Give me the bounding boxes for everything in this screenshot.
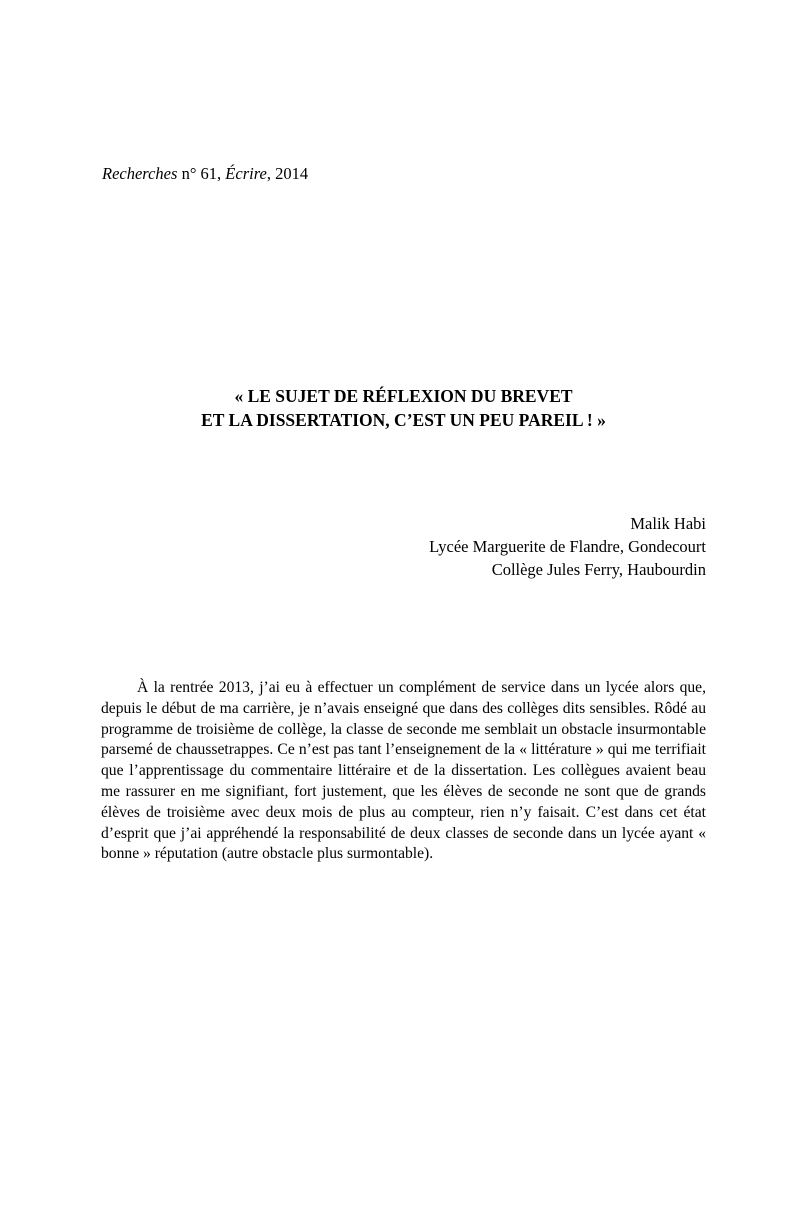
author-name: Malik Habi xyxy=(630,514,706,533)
running-header xyxy=(102,164,308,184)
title-line-2: ET LA DISSERTATION, C’EST UN PEU PAREIL ! » xyxy=(201,410,606,430)
author-affiliation-1: Lycée Marguerite de Flandre, Gondecourt xyxy=(429,537,706,556)
issue-number: n° 61, xyxy=(177,164,226,183)
author-affiliation-2: Collège Jules Ferry, Haubourdin xyxy=(491,560,706,579)
body-paragraph: À la rentrée 2013, j’ai eu à effectuer un complément de service dans un lycée alors que, depuis le début de ma carrière, je n’avais enseigné que dans des collèges dits sensibles. Rôdé au programme de troisième de collège, la classe de seconde me semblait un obstacle insurmontable parsemé de chaussetrappes. Ce n’est pas tant l’enseignement de la « littérature » qui me terrifiait que l’apprentissage du commentaire littéraire et de la dissertation. Les collègues avaient beau me rassurer en me signifiant, fort justement, que les élèves de seconde ne sont que de grands élèves de troisième avec deux mois de plus au compteur, rien n’y faisait. C’est dans cet état d’esprit que j’ai appréhendé la responsabilité de deux classes de seconde dans un lycée ayant « bonne » réputation (autre obstacle plus surmontable). xyxy=(101,679,706,863)
issue-year: , 2014 xyxy=(266,164,309,183)
journal-name: Recherches xyxy=(102,164,178,183)
issue-theme: Écrire xyxy=(225,164,267,183)
article-title xyxy=(0,384,807,432)
title-line-1: « LE SUJET DE RÉFLEXION DU BREVET xyxy=(234,386,573,406)
author-block xyxy=(429,512,706,581)
